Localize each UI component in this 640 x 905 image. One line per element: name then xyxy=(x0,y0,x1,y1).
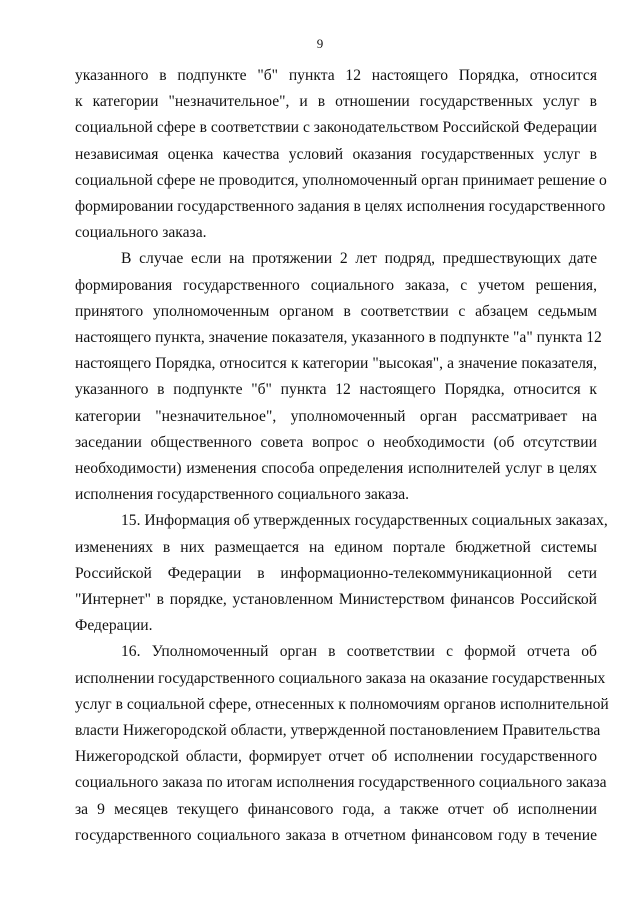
text-line: социального заказа по итогам исполнения государственного социального заказа xyxy=(75,774,607,792)
text-line: социальной сфере в соответствии с законодательством Российской Федерации xyxy=(75,119,597,137)
text-line: независимая оценка качества условий оказания государственных услуг в xyxy=(75,145,597,163)
text-line: настоящего Порядка, относится к категории "высокая", а значение показателя, xyxy=(75,355,597,373)
text-line: власти Нижегородской области, утвержденной постановлением Правительства xyxy=(75,722,601,740)
text-line: Нижегородской области, формирует отчет об исполнении государственного xyxy=(75,748,597,766)
text-line: изменениях в них размещается на едином портале бюджетной системы xyxy=(75,538,597,556)
text-line: настоящего пункта, значение показателя, указанного в подпункте "а" пункта 12 xyxy=(75,329,602,347)
text-line: категории "незначительное", уполномоченный орган рассматривает на xyxy=(75,407,597,425)
text-line: услуг в социальной сфере, отнесенных к полномочиям органов исполнительной xyxy=(75,695,609,713)
page-number: 9 xyxy=(316,36,324,51)
text-line: заседании общественного совета вопрос о необходимости (об отсутствии xyxy=(75,433,597,451)
text-line: социальной сфере не проводится, уполномоченный орган принимает решение о xyxy=(75,171,607,189)
text-line: исполнения государственного социального заказа. xyxy=(75,486,410,504)
text-line: формирования государственного социального заказа, с учетом решения, xyxy=(75,276,597,294)
text-line: указанного в подпункте "б" пункта 12 настоящего Порядка, относится xyxy=(75,67,597,84)
text-line: 15. Информация об утвержденных государственных социальных заказах, xyxy=(121,512,608,530)
text-line: государственного социального заказа в отчетном финансовом году в течение xyxy=(75,826,597,844)
text-line: Российской Федерации в информационно-телекоммуникационной сети xyxy=(75,564,597,582)
text-line: указанного в подпункте "б" пункта 12 настоящего Порядка, относится к xyxy=(75,381,597,399)
text-line: "Интернет" в порядке, установленном Министерством финансов Российской xyxy=(75,591,597,609)
text-line: В случае если на протяжении 2 лет подряд, предшествующих дате xyxy=(121,250,597,268)
text-line: формировании государственного задания в целях исполнения государственного xyxy=(75,198,606,216)
text-line: принятого уполномоченным органом в соответствии с абзацем седьмым xyxy=(75,302,597,320)
text-line: Федерации. xyxy=(75,617,153,635)
text-line: 16. Уполномоченный орган в соответствии с формой отчета об xyxy=(121,643,597,661)
text-line: к категории "незначительное", и в отношении государственных услуг в xyxy=(75,93,597,111)
text-line: исполнении государственного социального заказа на оказание государственных xyxy=(75,669,606,687)
text-line: необходимости) изменения способа определения исполнителей услуг в целях xyxy=(75,460,597,478)
document-body xyxy=(75,63,609,849)
text-line: за 9 месяцев текущего финансового года, а также отчет об исполнении xyxy=(75,800,597,818)
text-line: социального заказа. xyxy=(75,224,207,242)
